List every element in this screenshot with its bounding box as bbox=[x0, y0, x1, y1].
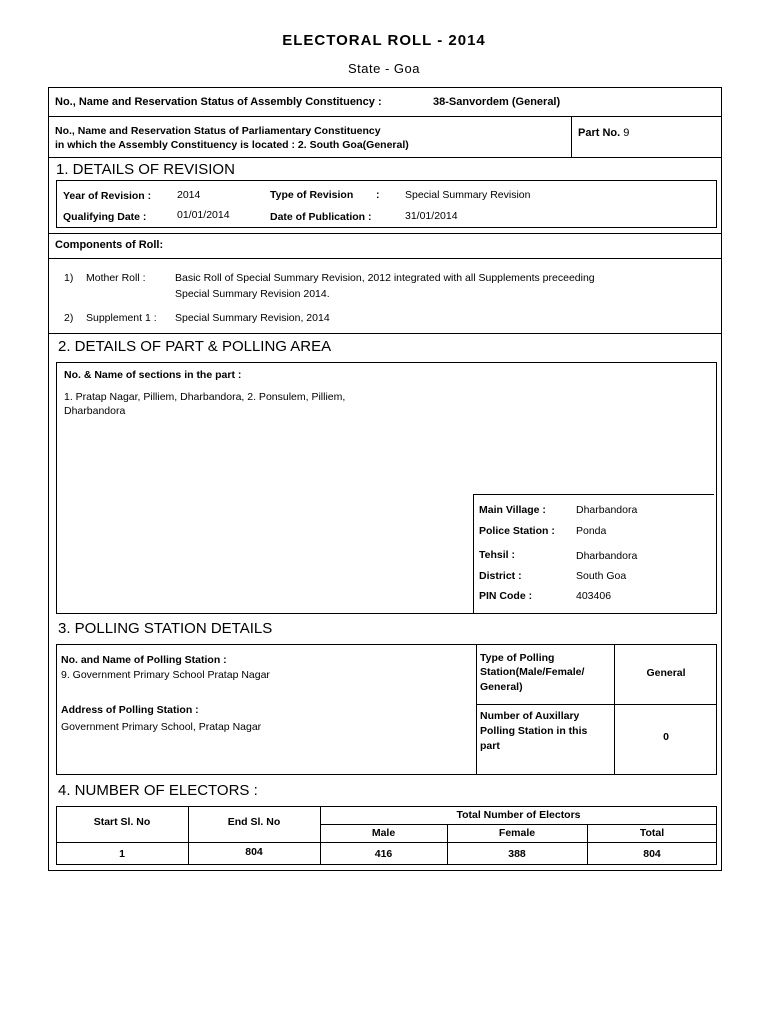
sections-line1: 1. Pratap Nagar, Pilliem, Dharbandora, 2. Ponsulem, Pilliem, bbox=[64, 391, 346, 403]
total-electors-header: Total Number of Electors bbox=[456, 809, 581, 821]
parliament-line1: No., Name and Reservation Status of Parliamentary Constituency bbox=[55, 125, 381, 137]
polling-station-address-label: Address of Polling Station : bbox=[61, 704, 199, 716]
component-num: 2) bbox=[64, 312, 74, 324]
year-value: 2014 bbox=[177, 189, 201, 201]
component-name: Mother Roll : bbox=[86, 272, 146, 284]
aux-label-line3: part bbox=[480, 740, 500, 752]
revision-box bbox=[56, 180, 717, 228]
component-num: 1) bbox=[64, 272, 74, 284]
component-desc-line1: Special Summary Revision, 2014 bbox=[175, 312, 330, 324]
divider bbox=[48, 233, 722, 234]
female-header: Female bbox=[498, 827, 536, 839]
state-subtitle: State - Goa bbox=[348, 61, 420, 76]
divider bbox=[473, 494, 474, 613]
polling-type-label-line1: Type of Polling bbox=[480, 652, 555, 664]
part-no-value: 9 bbox=[623, 127, 630, 139]
aux-value: 0 bbox=[663, 731, 669, 743]
components-heading: Components of Roll: bbox=[55, 239, 164, 251]
district-value: South Goa bbox=[576, 570, 627, 582]
publication-date-value: 31/01/2014 bbox=[405, 210, 458, 222]
qualifying-date-value: 01/01/2014 bbox=[177, 209, 230, 221]
component-name: Supplement 1 : bbox=[86, 312, 157, 324]
male-value: 416 bbox=[374, 848, 393, 860]
end-sl-no-header: End Sl. No bbox=[227, 816, 281, 828]
revision-heading: 1. DETAILS OF REVISION bbox=[56, 161, 235, 178]
publication-date-label: Date of Publication : bbox=[270, 211, 372, 223]
type-of-revision-value: Special Summary Revision bbox=[405, 189, 531, 201]
polling-type-label-line2: Station(Male/Female/ bbox=[480, 666, 585, 678]
polling-type-label-line3: General) bbox=[480, 681, 523, 693]
female-value: 388 bbox=[508, 848, 526, 860]
main-village-label: Main Village : bbox=[479, 504, 546, 516]
total-header: Total bbox=[639, 827, 665, 839]
district-label: District : bbox=[479, 570, 522, 582]
divider bbox=[48, 116, 722, 117]
parliament-line2: in which the Assembly Constituency is located : 2. South Goa(General) bbox=[55, 139, 409, 151]
sections-line2: Dharbandora bbox=[64, 405, 126, 417]
polling-station-name-label: No. and Name of Polling Station : bbox=[61, 654, 227, 666]
sections-label: No. & Name of sections in the part : bbox=[64, 369, 242, 381]
total-value: 804 bbox=[643, 848, 661, 860]
start-sl-no-value: 1 bbox=[119, 848, 125, 860]
aux-label-line1: Number of Auxillary bbox=[480, 710, 580, 722]
component-desc-line2: Special Summary Revision 2014. bbox=[175, 288, 330, 300]
divider bbox=[56, 842, 717, 843]
pin-code-label: PIN Code : bbox=[479, 590, 533, 602]
divider bbox=[48, 333, 722, 334]
aux-label-line2: Polling Station in this bbox=[480, 725, 588, 737]
qualifying-date-label: Qualifying Date : bbox=[63, 211, 147, 223]
divider bbox=[476, 704, 717, 705]
divider bbox=[571, 116, 572, 157]
type-colon: : bbox=[376, 189, 380, 201]
page-title: ELECTORAL ROLL - 2014 bbox=[282, 32, 486, 49]
start-sl-no-header: Start Sl. No bbox=[93, 816, 151, 828]
part-no-label: Part No. bbox=[578, 127, 621, 139]
year-label: Year of Revision : bbox=[63, 190, 152, 202]
male-header: Male bbox=[371, 827, 396, 839]
tehsil-label: Tehsil : bbox=[479, 549, 515, 561]
polling-station-address-value: Government Primary School, Pratap Nagar bbox=[61, 721, 262, 733]
end-sl-no-value: 804 bbox=[245, 846, 263, 858]
police-station-value: Ponda bbox=[576, 525, 607, 537]
divider bbox=[473, 494, 714, 495]
police-station-label: Police Station : bbox=[479, 525, 555, 537]
assembly-label: No., Name and Reservation Status of Assembly Constituency : bbox=[55, 96, 382, 108]
divider bbox=[614, 644, 615, 775]
type-of-revision-label: Type of Revision bbox=[270, 189, 354, 201]
divider bbox=[48, 157, 722, 158]
tehsil-value: Dharbandora bbox=[576, 550, 638, 562]
pin-code-value: 403406 bbox=[576, 590, 612, 602]
divider bbox=[320, 824, 717, 825]
polling-heading: 3. POLLING STATION DETAILS bbox=[58, 620, 273, 637]
polling-station-name-value: 9. Government Primary School Pratap Nagar bbox=[61, 669, 270, 681]
part-heading: 2. DETAILS OF PART & POLLING AREA bbox=[58, 338, 332, 355]
electors-heading: 4. NUMBER OF ELECTORS : bbox=[58, 782, 258, 799]
assembly-value: 38-Sanvordem (General) bbox=[433, 96, 561, 108]
polling-type-value: General bbox=[646, 667, 686, 679]
component-desc-line1: Basic Roll of Special Summary Revision, 2012 integrated with all Supplements preceeding bbox=[175, 272, 595, 284]
main-village-value: Dharbandora bbox=[576, 504, 638, 516]
divider bbox=[48, 258, 722, 259]
divider bbox=[476, 644, 477, 775]
